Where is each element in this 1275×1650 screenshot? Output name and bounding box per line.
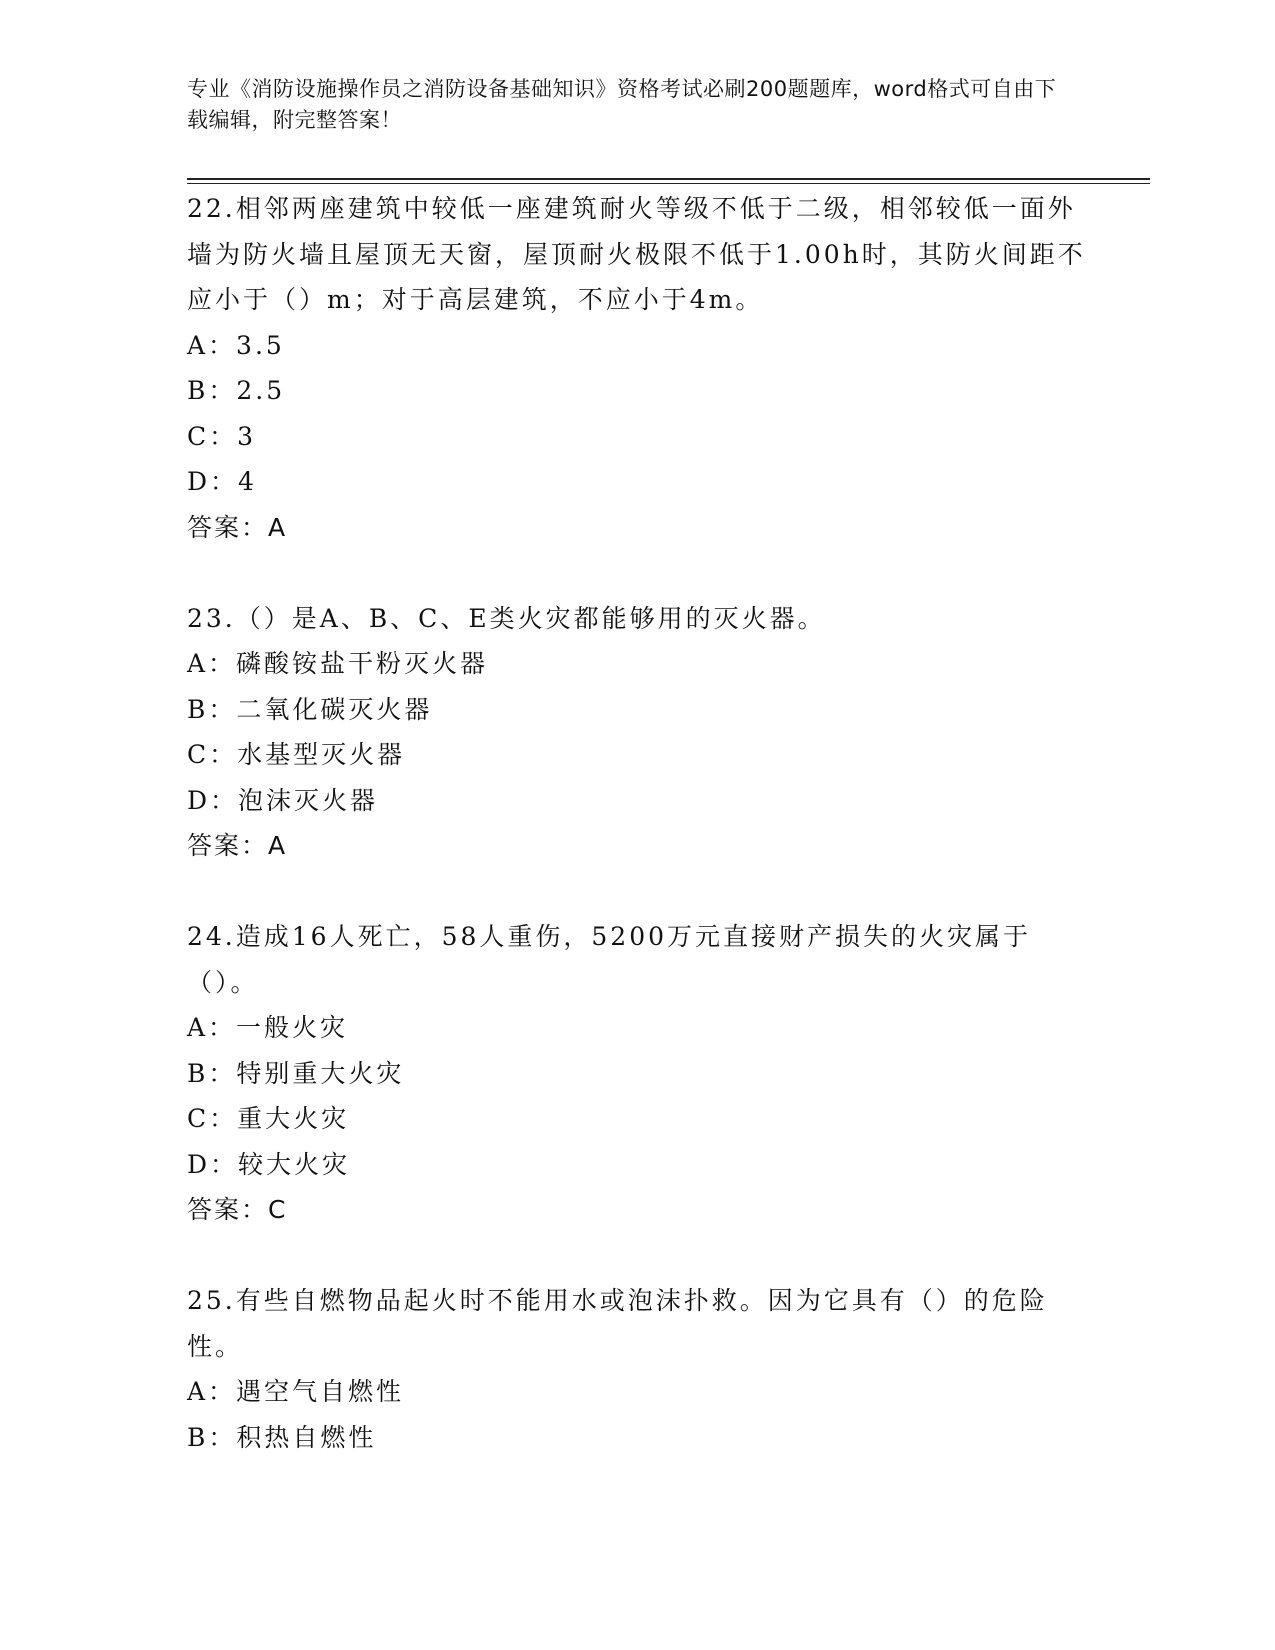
question-22 — [187, 186, 1087, 596]
option-d: D：泡沫灭火器 — [187, 785, 379, 815]
option-d: D：较大火灾 — [187, 1149, 351, 1179]
option-a: A：3.5 — [187, 330, 285, 360]
question-25 — [187, 1278, 1087, 1460]
question-list — [187, 186, 1087, 1460]
question-23 — [187, 596, 1087, 915]
answer: 答案：C — [187, 1195, 288, 1224]
option-d: D：4 — [187, 467, 257, 496]
spacer — [187, 550, 1087, 596]
document-header: 专业《消防设施操作员之消防设备基础知识》资格考试必刷200题题库，word格式可自由下载编辑，附完整答案！ — [187, 77, 1057, 132]
option-a: A：磷酸铵盐干粉灭火器 — [187, 649, 489, 678]
header-rule-thin — [187, 183, 1150, 184]
option-b: B：特别重大火灾 — [187, 1058, 405, 1088]
option-b: B：二氧化碳灭火器 — [187, 694, 433, 724]
answer: 答案：A — [187, 831, 288, 860]
question-text: 23.（）是A、B、C、E类火灾都能够用的灭火器。 — [187, 603, 826, 633]
option-b: B：2.5 — [187, 376, 286, 405]
spacer — [187, 869, 1087, 915]
option-c: C：水基型灭火器 — [187, 740, 406, 769]
header-rule-thick — [187, 178, 1150, 180]
question-text: 24.造成16人死亡，58人重伤，5200万元直接财产损失的火灾属于（）。 — [187, 922, 1032, 997]
option-c: C：重大火灾 — [187, 1104, 350, 1133]
option-b: B：积热自燃性 — [187, 1422, 377, 1452]
option-c: C：3 — [187, 421, 257, 451]
spacer — [187, 1233, 1087, 1279]
option-a: A：遇空气自燃性 — [187, 1377, 405, 1406]
option-a: A：一般火灾 — [187, 1013, 349, 1042]
question-24 — [187, 914, 1087, 1278]
question-text: 22.相邻两座建筑中较低一座建筑耐火等级不低于二级，相邻较低一面外墙为防火墙且屋顶无天窗，屋顶耐火极限不低于1.00h时，其防火间距不应小于（）m；对于高层建筑，不应小于4m。 — [187, 194, 1086, 314]
question-text: 25.有些自燃物品起火时不能用水或泡沫扑救。因为它具有（）的危险性。 — [187, 1286, 1048, 1361]
answer: 答案：A — [187, 512, 288, 542]
